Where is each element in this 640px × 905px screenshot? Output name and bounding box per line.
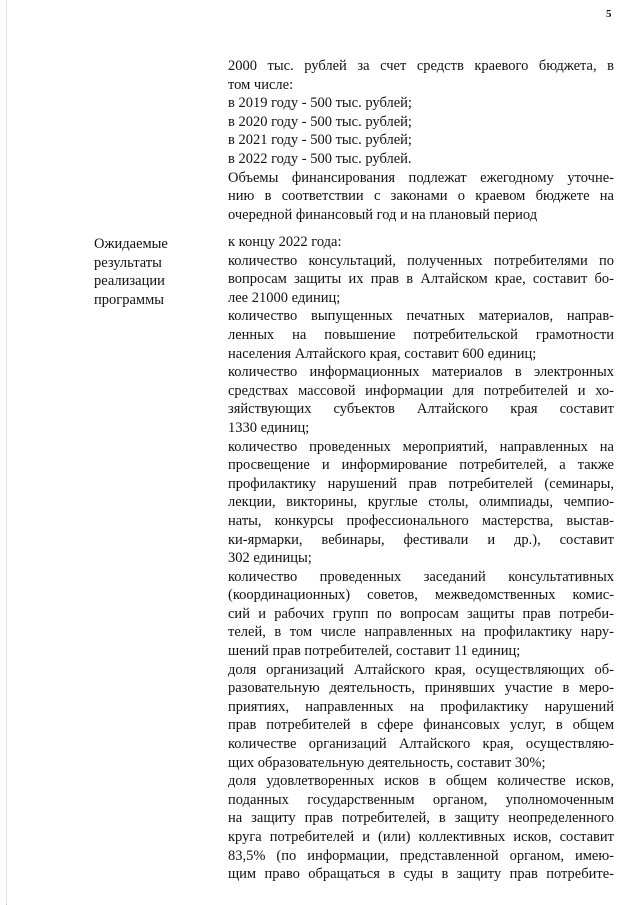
label-line: программы [94,291,164,308]
text-line: на защиту прав потребителей, в защиту неопределенного [228,810,614,827]
text-line: Объемы финансирования подлежат ежегодному уточне- [228,169,614,186]
text-line: просвещение и информирование потребителей, а также [228,457,614,474]
text-line: разовательную деятельность, принявших участие в меро- [228,680,614,697]
label-line: Ожидаемые [94,236,168,252]
text-line: поданных государственным органом, уполномоченным [228,791,614,808]
text-line: 2000 тыс. рублей за счет средств краевого бюджета, в [228,58,614,74]
text-line: в 2019 году - 500 тыс. рублей; [228,95,412,112]
text-line: сий и рабочих групп по вопросам защиты прав потреби- [228,605,614,622]
text-line: 83,5% (по информации, представленной органом, имею- [228,847,614,864]
text-line: щих образовательную деятельность, составит 30%; [228,754,546,771]
text-line: приятиях, направленных на профилактику нарушений [228,698,614,715]
text-line: шений прав потребителей, составит 11 единиц; [228,643,521,660]
expected-results-text [228,233,614,884]
text-line: телей, в том числе направленных на профилактику нару- [228,624,614,641]
text-line: в 2021 году - 500 тыс. рублей; [228,132,412,149]
text-line: количество проведенных заседаний консультативных [228,568,614,585]
text-line: лее 21000 единиц; [228,289,341,306]
text-line: количество проведенных мероприятий, направленных на [228,438,614,455]
text-line: количество выпущенных печатных материалов, направ- [228,308,614,325]
text-line: средствах массовой информации для потребителей и хо- [228,382,614,399]
text-line: очередной финансовый год и на плановый период [228,206,538,223]
row-label-expected-results [94,235,206,309]
label-line: результаты [94,254,162,271]
text-line: (координационных) советов, межведомственных комис- [228,587,614,604]
text-line: щим право обращаться в суды в защиту прав потребите- [228,866,614,883]
text-line: количество консультаций, полученных потребителями по [228,252,614,269]
text-line: 302 единицы; [228,550,312,567]
text-line: населения Алтайского края, составит 600 единиц; [228,345,537,362]
text-line: профилактику нарушений прав потребителей (семинары, [228,475,614,492]
text-line: в 2020 году - 500 тыс. рублей; [228,113,412,130]
page-number: 5 [606,8,612,20]
text-line: 1330 единиц; [228,419,310,436]
text-line: том числе: [228,76,294,93]
text-line: в 2022 году - 500 тыс. рублей. [228,150,412,167]
text-line: ленных на повышение потребительской грамотности [228,326,614,343]
text-line: доля организаций Алтайского края, осуществляющих об- [228,661,614,678]
text-line: к концу 2022 года: [228,234,342,250]
label-line: реализации [94,273,165,289]
text-line: прав потребителей в сфере финансовых услуг, в общем [228,717,614,734]
funding-text [228,57,614,224]
text-line: количество информационных материалов в электронных [228,364,614,381]
text-line: круга потребителей и (или) коллективных исков, составит [228,829,614,845]
text-line: вопросам защиты их прав в Алтайском крае, составит бо- [228,271,614,288]
text-line: доля удовлетворенных исков в общем количестве исков, [228,773,614,790]
text-line: количестве организаций Алтайского края, осуществляю- [228,736,614,753]
text-line: ки-ярмарки, вебинары, фестивали и др.), составит [228,531,614,548]
text-line: лекции, викторины, круглые столы, олимпиады, чемпио- [228,494,614,511]
text-line: нию в соответствии с законами о краевом бюджете на [228,188,614,205]
text-line: наты, конкурсы профессионального мастерства, выстав- [228,512,614,529]
scan-edge-line [6,0,7,905]
text-line: зяйствующих субъектов Алтайского края составит [228,401,614,418]
